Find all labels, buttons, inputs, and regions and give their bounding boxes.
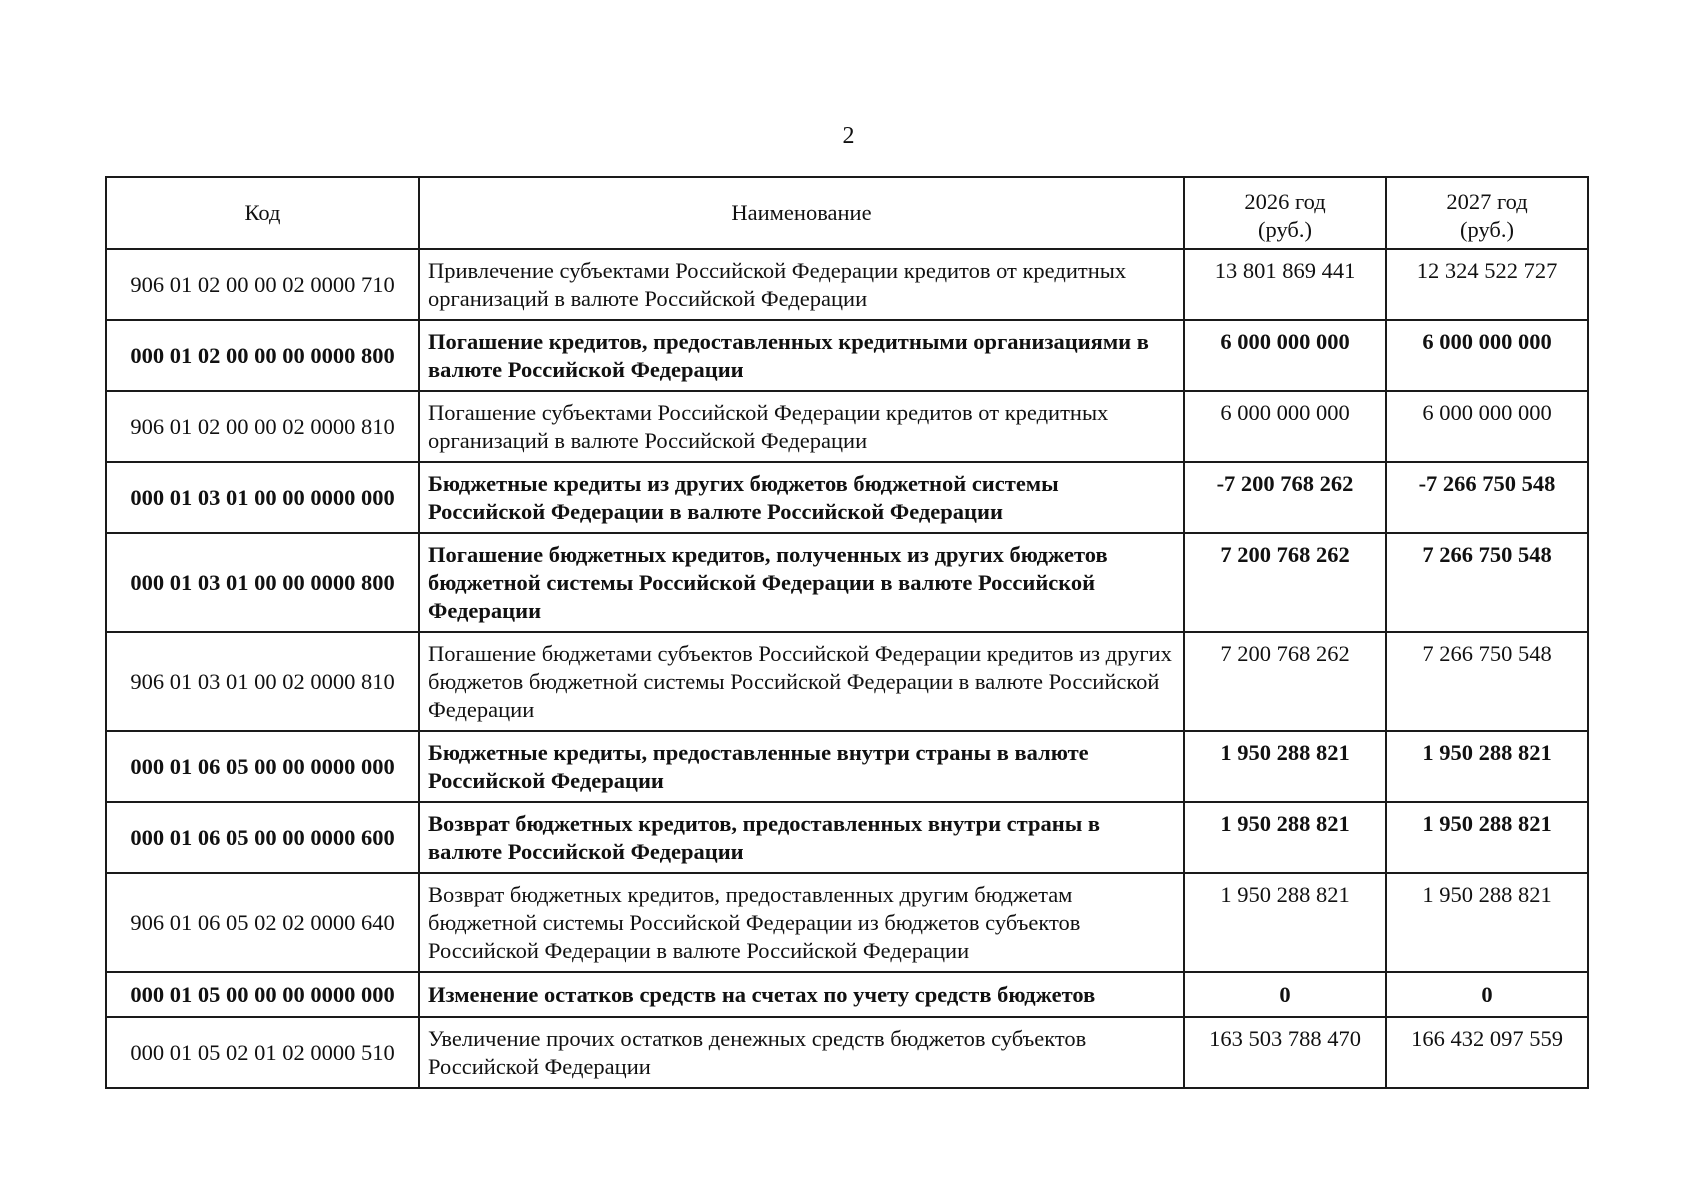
row-name: Бюджетные кредиты из других бюджетов бюджетной системы Российской Федерации в валюте Российской Федерации bbox=[419, 462, 1184, 533]
row-code: 906 01 03 01 00 02 0000 810 bbox=[106, 632, 419, 731]
row-name: Бюджетные кредиты, предоставленные внутри страны в валюте Российской Федерации bbox=[419, 731, 1184, 802]
header-2026 bbox=[1184, 177, 1386, 249]
row-name: Изменение остатков средств на счетах по учету средств бюджетов bbox=[419, 972, 1184, 1017]
row-value-2027: 7 266 750 548 bbox=[1386, 632, 1588, 731]
row-value-2027: 166 432 097 559 bbox=[1386, 1017, 1588, 1088]
row-name: Погашение бюджетных кредитов, полученных из других бюджетов бюджетной системы Российской Федерации в валюте Российской Федерации bbox=[419, 533, 1184, 632]
row-code: 000 01 03 01 00 00 0000 000 bbox=[106, 462, 419, 533]
page-number: 2 bbox=[842, 123, 855, 149]
row-code: 906 01 06 05 02 02 0000 640 bbox=[106, 873, 419, 972]
row-value-2027: 6 000 000 000 bbox=[1386, 320, 1588, 391]
row-code: 000 01 05 00 00 00 0000 000 bbox=[106, 972, 419, 1017]
row-code: 000 01 06 05 00 00 0000 000 bbox=[106, 731, 419, 802]
table-row bbox=[106, 1017, 1588, 1088]
table-row bbox=[106, 731, 1588, 802]
budget-sources-table bbox=[105, 176, 1589, 1089]
header-2027-unit: (руб.) bbox=[1460, 217, 1514, 242]
row-value-2026: 7 200 768 262 bbox=[1184, 533, 1386, 632]
table-row bbox=[106, 320, 1588, 391]
header-name: Наименование bbox=[419, 177, 1184, 249]
row-value-2027: 7 266 750 548 bbox=[1386, 533, 1588, 632]
row-value-2027: 1 950 288 821 bbox=[1386, 873, 1588, 972]
table-row bbox=[106, 249, 1588, 320]
row-value-2026: 6 000 000 000 bbox=[1184, 391, 1386, 462]
header-2027 bbox=[1386, 177, 1588, 249]
table-row bbox=[106, 462, 1588, 533]
row-value-2026: 0 bbox=[1184, 972, 1386, 1017]
row-name: Погашение бюджетами субъектов Российской Федерации кредитов из других бюджетов бюджетной системы Российской Федерации в валюте Российской Федерации bbox=[419, 632, 1184, 731]
table-header-row bbox=[106, 177, 1588, 249]
table-row bbox=[106, 533, 1588, 632]
row-value-2026: 163 503 788 470 bbox=[1184, 1017, 1386, 1088]
row-code: 000 01 06 05 00 00 0000 600 bbox=[106, 802, 419, 873]
row-value-2026: 1 950 288 821 bbox=[1184, 802, 1386, 873]
row-code: 906 01 02 00 00 02 0000 710 bbox=[106, 249, 419, 320]
header-2026-year: 2026 год bbox=[1244, 189, 1326, 214]
row-name: Погашение субъектами Российской Федерации кредитов от кредитных организаций в валюте Российской Федерации bbox=[419, 391, 1184, 462]
row-code: 000 01 03 01 00 00 0000 800 bbox=[106, 533, 419, 632]
row-value-2026: 1 950 288 821 bbox=[1184, 731, 1386, 802]
table-row bbox=[106, 972, 1588, 1017]
row-value-2026: 7 200 768 262 bbox=[1184, 632, 1386, 731]
row-name: Увеличение прочих остатков денежных средств бюджетов субъектов Российской Федерации bbox=[419, 1017, 1184, 1088]
table-row bbox=[106, 873, 1588, 972]
row-name: Погашение кредитов, предоставленных кредитными организациями в валюте Российской Федерации bbox=[419, 320, 1184, 391]
header-2026-unit: (руб.) bbox=[1258, 217, 1312, 242]
row-value-2026: 6 000 000 000 bbox=[1184, 320, 1386, 391]
row-code: 906 01 02 00 00 02 0000 810 bbox=[106, 391, 419, 462]
row-value-2027: 12 324 522 727 bbox=[1386, 249, 1588, 320]
row-value-2026: 13 801 869 441 bbox=[1184, 249, 1386, 320]
table-row bbox=[106, 802, 1588, 873]
row-value-2027: 1 950 288 821 bbox=[1386, 802, 1588, 873]
row-value-2027: 6 000 000 000 bbox=[1386, 391, 1588, 462]
table-row bbox=[106, 391, 1588, 462]
row-value-2026: -7 200 768 262 bbox=[1184, 462, 1386, 533]
row-value-2026: 1 950 288 821 bbox=[1184, 873, 1386, 972]
row-value-2027: -7 266 750 548 bbox=[1386, 462, 1588, 533]
row-code: 000 01 02 00 00 00 0000 800 bbox=[106, 320, 419, 391]
row-code: 000 01 05 02 01 02 0000 510 bbox=[106, 1017, 419, 1088]
row-value-2027: 1 950 288 821 bbox=[1386, 731, 1588, 802]
header-2027-year: 2027 год bbox=[1446, 189, 1528, 214]
row-value-2027: 0 bbox=[1386, 972, 1588, 1017]
row-name: Возврат бюджетных кредитов, предоставленных внутри страны в валюте Российской Федерации bbox=[419, 802, 1184, 873]
row-name: Возврат бюджетных кредитов, предоставленных другим бюджетам бюджетной системы Российской Федерации из бюджетов субъектов Российской Федерации в валюте Российской Федерации bbox=[419, 873, 1184, 972]
table-row bbox=[106, 632, 1588, 731]
row-name: Привлечение субъектами Российской Федерации кредитов от кредитных организаций в валюте Российской Федерации bbox=[419, 249, 1184, 320]
header-code: Код bbox=[106, 177, 419, 249]
